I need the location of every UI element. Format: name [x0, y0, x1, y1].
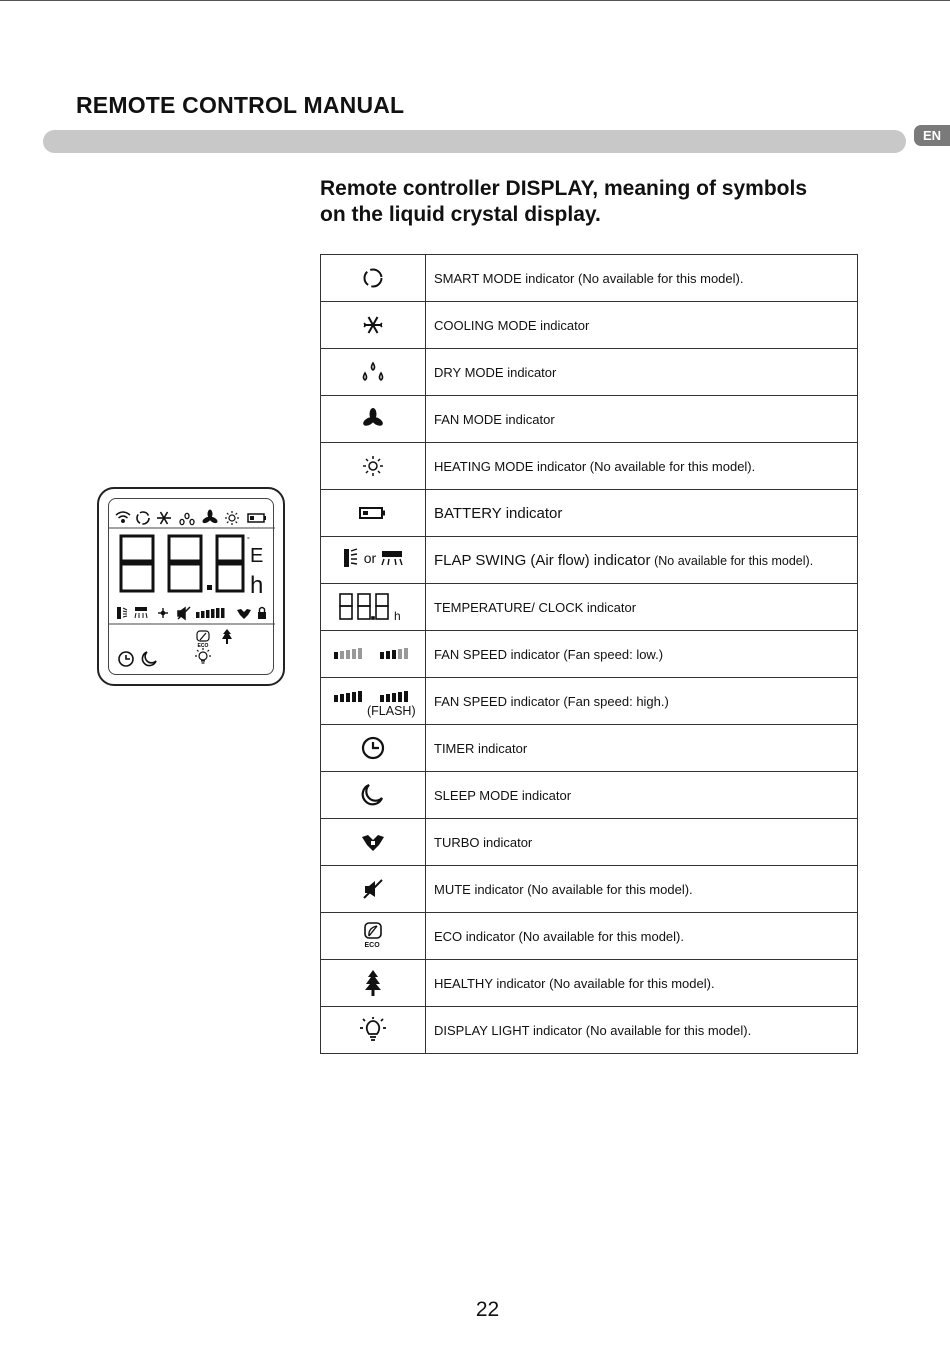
- description-cell: TEMPERATURE/ CLOCK indicator: [426, 584, 858, 631]
- description-cell: FAN SPEED indicator (Fan speed: low.): [426, 631, 858, 678]
- snowflake-icon: [157, 512, 171, 524]
- table-row: [321, 443, 858, 490]
- table-row: [321, 349, 858, 396]
- lcd-screen: [108, 498, 274, 675]
- table-row: [321, 725, 858, 772]
- dry-drops-icon: [180, 513, 194, 524]
- turbo-icon: [237, 609, 251, 619]
- symbol-cell: [321, 302, 426, 349]
- battery-text: BATTERY indicator: [434, 504, 563, 522]
- language-tab: EN: [914, 125, 950, 146]
- symbol-cell: [321, 866, 426, 913]
- description-cell: SLEEP MODE indicator: [426, 772, 858, 819]
- flash-label: (FLASH): [367, 704, 416, 718]
- timer-icon: [360, 735, 386, 761]
- temperature-clock-icon: [338, 591, 408, 623]
- symbol-cell: [321, 584, 426, 631]
- manual-title: REMOTE CONTROL MANUAL: [76, 92, 405, 118]
- flap-swing-horizontal-icon: [135, 607, 147, 618]
- description-cell: SMART MODE indicator (No available for this model).: [426, 255, 858, 302]
- symbol-cell: [321, 725, 426, 772]
- description-cell: ECO indicator (No available for this model).: [426, 913, 858, 960]
- battery-icon: [248, 514, 266, 522]
- description-cell: DRY MODE indicator: [426, 349, 858, 396]
- symbols-table: [320, 254, 858, 1054]
- lcd-unit-bottom: h: [250, 572, 264, 599]
- or-label: or: [363, 549, 377, 566]
- timer-icon: [119, 652, 133, 666]
- page-number: 22: [475, 1298, 500, 1321]
- sun-icon: [361, 454, 385, 478]
- table-row: [321, 819, 858, 866]
- tree-icon: [362, 969, 384, 997]
- table-row: [321, 584, 858, 631]
- description-cell: TURBO indicator: [426, 819, 858, 866]
- description-cell: HEALTHY indicator (No available for this model).: [426, 960, 858, 1007]
- section-title-line1: Remote controller DISPLAY, meaning of symbols: [320, 177, 807, 200]
- moon-icon: [142, 652, 156, 666]
- symbol-cell: [321, 490, 426, 537]
- wifi-icon: [116, 512, 130, 522]
- table-row: [321, 913, 858, 960]
- battery-icon: [358, 505, 388, 521]
- flap-swing-vertical-icon: [342, 547, 360, 569]
- symbol-cell: [321, 349, 426, 396]
- table-row: [321, 772, 858, 819]
- fan-icon: [201, 510, 218, 525]
- table-row: [321, 866, 858, 913]
- table-row: [321, 396, 858, 443]
- lcd-display-illustration: [97, 487, 285, 686]
- decimal-point: [207, 585, 212, 590]
- symbol-cell: [321, 537, 426, 584]
- fan-small-icon: [158, 608, 168, 618]
- flap-swing-note: (No available for this model).: [654, 553, 814, 568]
- table-row: [321, 537, 858, 584]
- table-row: [321, 490, 858, 537]
- symbol-cell: [321, 772, 426, 819]
- sun-icon: [225, 511, 239, 525]
- table-row: [321, 302, 858, 349]
- section-title-line2: on the liquid crystal display.: [320, 203, 601, 226]
- description-cell: [426, 490, 858, 537]
- mute-icon: [361, 877, 385, 901]
- symbol-cell: [321, 396, 426, 443]
- symbol-cell: [321, 913, 426, 960]
- header-bar: [43, 130, 906, 153]
- description-cell: COOLING MODE indicator: [426, 302, 858, 349]
- lock-icon: [258, 608, 266, 620]
- description-cell: DISPLAY LIGHT indicator (No available for this model).: [426, 1007, 858, 1054]
- flap-swing-text: FLAP SWING (Air flow) indicator: [434, 551, 651, 569]
- table-row: [321, 678, 858, 725]
- description-cell: TIMER indicator: [426, 725, 858, 772]
- light-bulb-icon: [359, 1016, 387, 1044]
- light-bulb-icon: [195, 648, 211, 663]
- symbol-cell: [321, 678, 426, 725]
- symbol-cell: [321, 443, 426, 490]
- flap-swing-vertical-icon: [117, 607, 127, 619]
- moon-icon: [360, 782, 386, 808]
- symbol-cell: [321, 631, 426, 678]
- table-row: [321, 1007, 858, 1054]
- description-cell: FAN MODE indicator: [426, 396, 858, 443]
- seven-segment-digits: [121, 536, 243, 591]
- table-row: [321, 631, 858, 678]
- fan-speed-icon: [196, 608, 225, 618]
- lcd-degree: °: [247, 537, 250, 544]
- clock-unit: h: [394, 609, 401, 623]
- eco-text: ECO: [364, 942, 380, 949]
- table-row: [321, 960, 858, 1007]
- description-cell: FAN SPEED indicator (Fan speed: high.): [426, 678, 858, 725]
- section-title: [320, 176, 880, 228]
- symbol-cell: [321, 1007, 426, 1054]
- description-cell: [426, 537, 858, 584]
- eco-label: ECO: [197, 643, 209, 649]
- fan-speed-high-icon: [332, 690, 414, 704]
- turbo-icon: [360, 831, 386, 853]
- symbol-cell: [321, 819, 426, 866]
- smart-mode-icon: [137, 512, 149, 524]
- lcd-unit-top: E: [250, 545, 264, 567]
- fan-icon: [361, 407, 385, 431]
- symbol-cell: [321, 960, 426, 1007]
- mute-icon: [178, 607, 190, 619]
- top-border: [0, 0, 950, 1]
- snowflake-icon: [361, 313, 385, 337]
- fan-speed-low-icon: [332, 647, 414, 661]
- table-row: [321, 255, 858, 302]
- symbol-cell: [321, 255, 426, 302]
- eco-leaf-icon: [360, 921, 386, 951]
- dry-drops-icon: [360, 360, 386, 384]
- description-cell: HEATING MODE indicator (No available for this model).: [426, 443, 858, 490]
- flap-swing-horizontal-icon: [380, 549, 404, 567]
- smart-mode-icon: [361, 266, 385, 290]
- description-cell: MUTE indicator (No available for this model).: [426, 866, 858, 913]
- tree-icon: [222, 629, 232, 644]
- eco-leaf-icon: [197, 631, 209, 649]
